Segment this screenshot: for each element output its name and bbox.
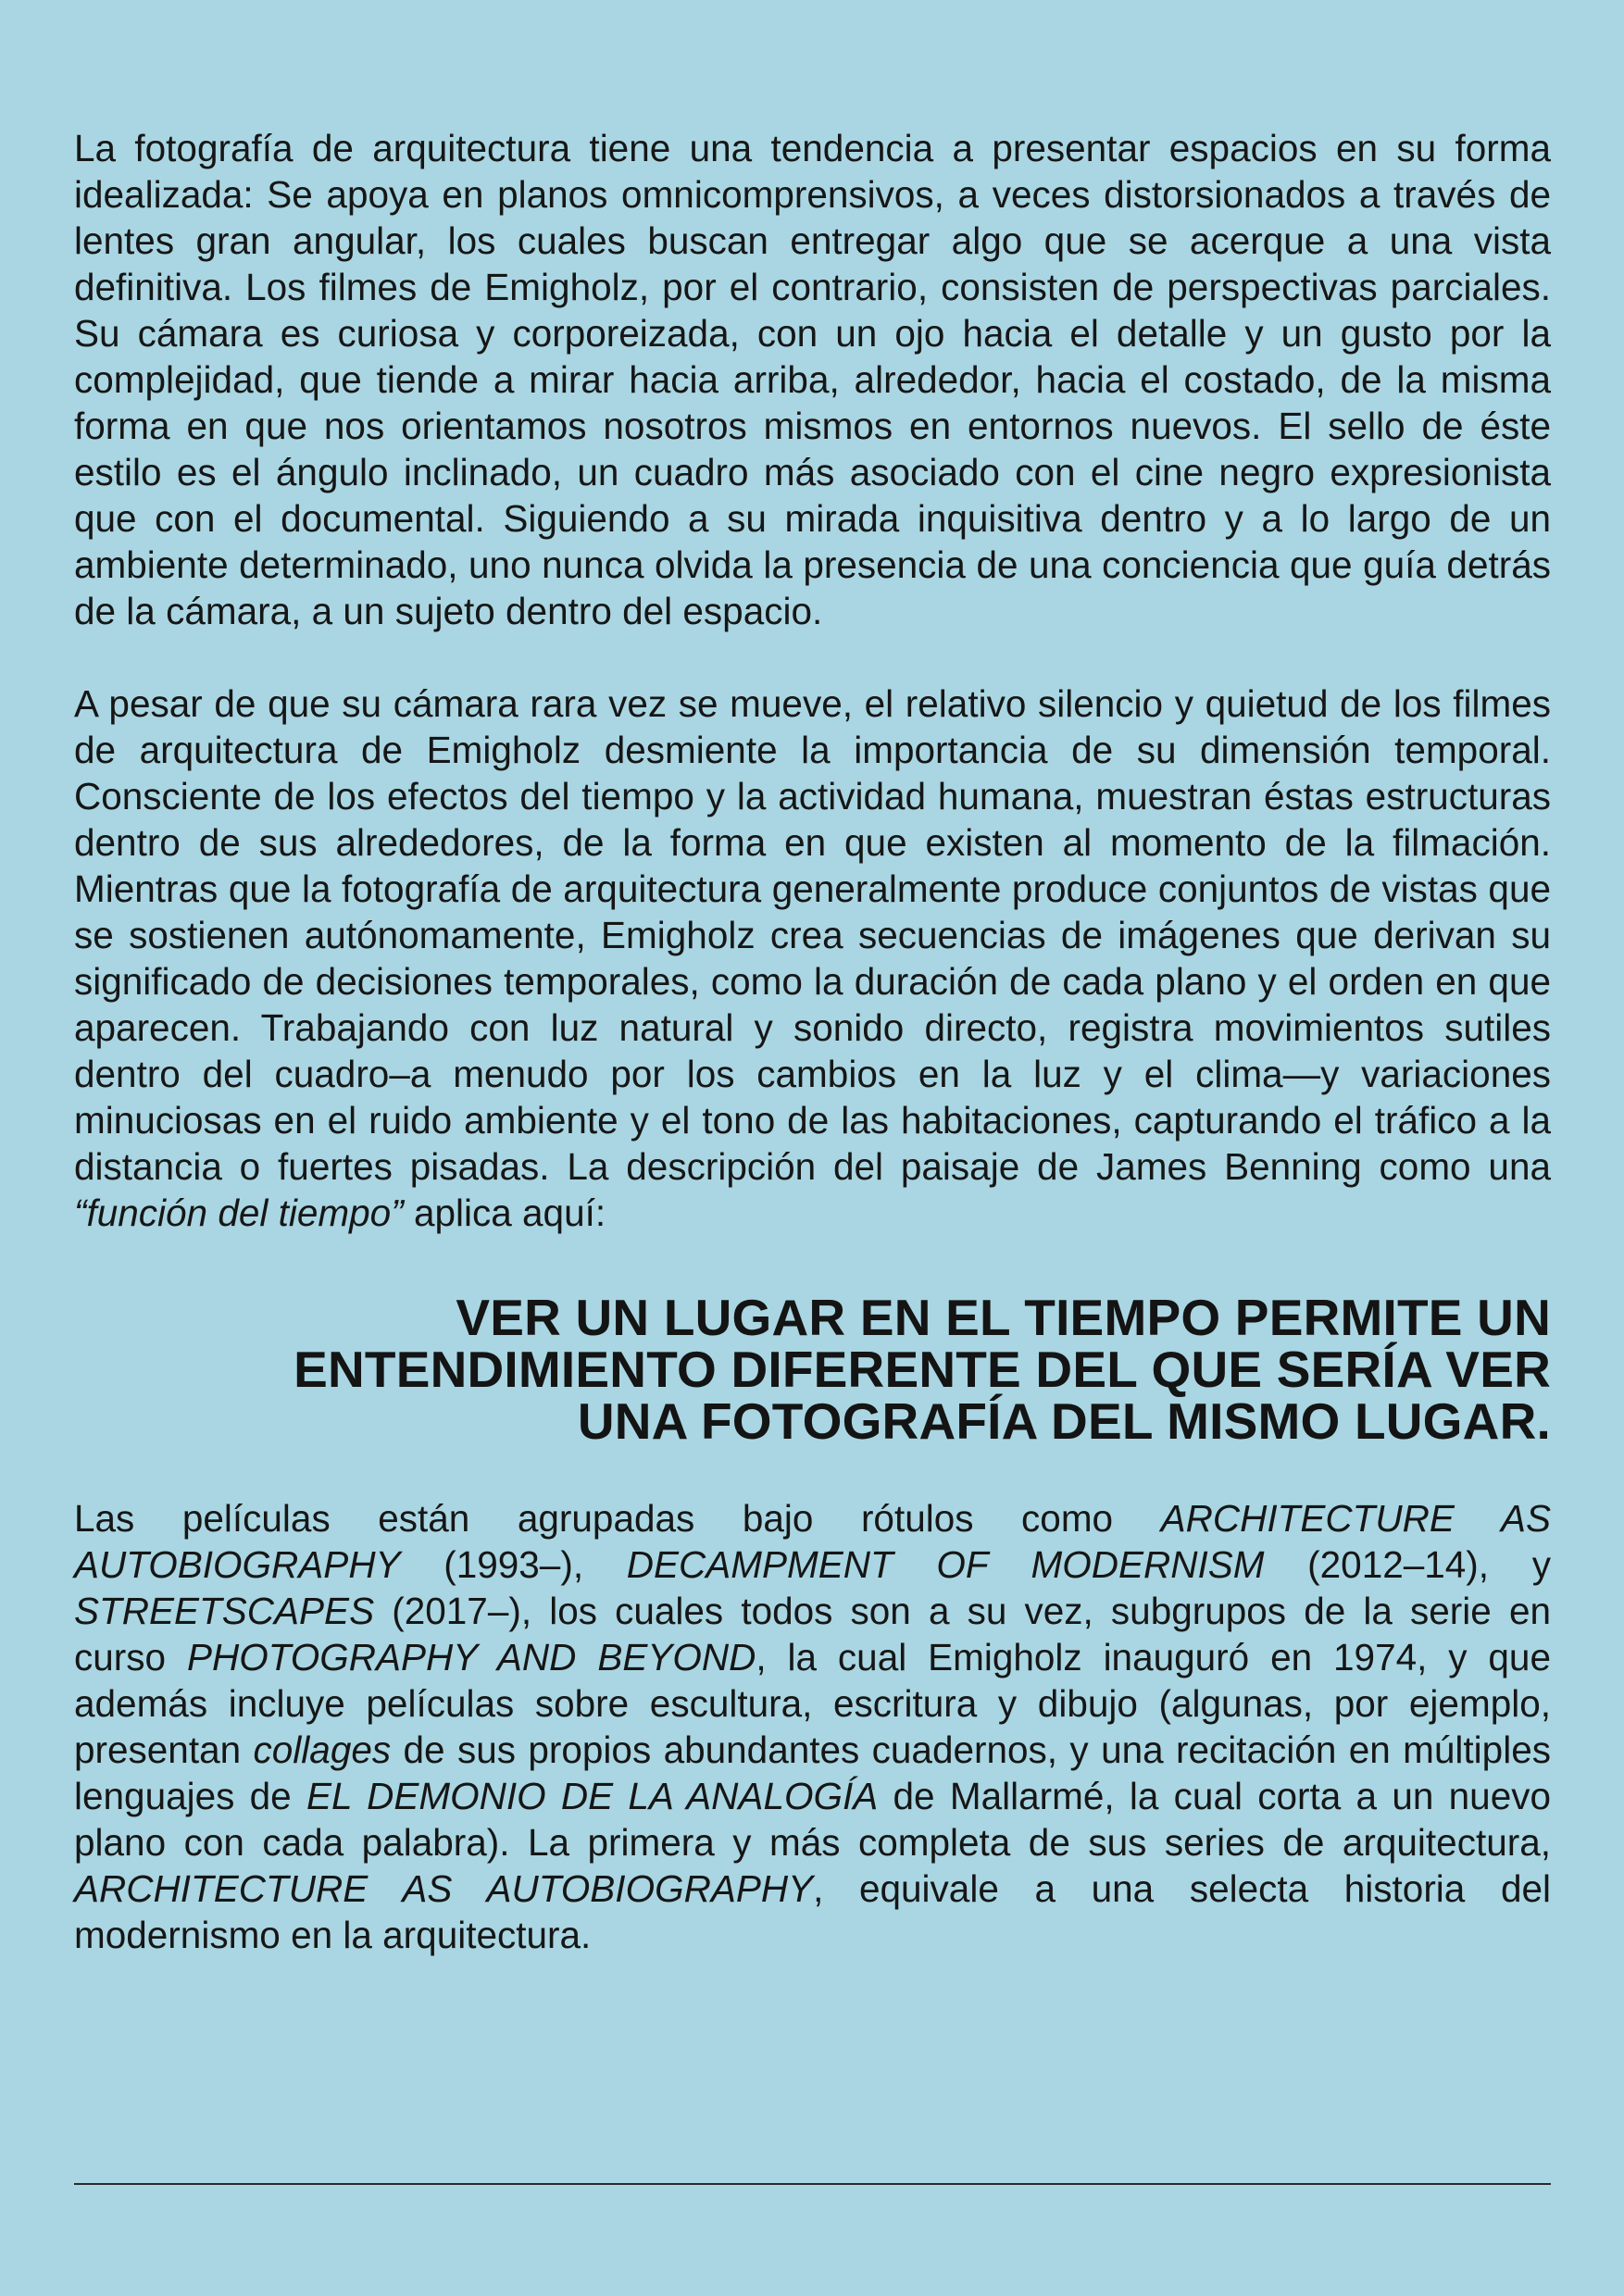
series-title-decampment-of-modernism: DECAMPMENT OF MODERNISM xyxy=(626,1543,1265,1586)
body-paragraph-2 xyxy=(74,680,1551,1236)
p3-text-3: (2012–14), y xyxy=(1307,1543,1551,1586)
p3-text-5: , la cual Emigholz inauguró en 1974, y que además incluye películas sobre escultura, escritura y dibujo (algunas, por ejemplo, presentan xyxy=(74,1636,1551,1771)
p3-text-4: (2017–), los cuales todos son a su vez, subgrupos de la serie en curso xyxy=(74,1590,1551,1678)
paragraph-2-text: A pesar de que su cámara rara vez se mueve, el relativo silencio y quietud de los filmes de arquitectura de Emigholz desmiente la importancia de su dimensión temporal. Consciente de los efectos del tiempo y la actividad humana, muestran éstas estructuras dentro de sus alrededores, de la forma en que existen al momento de la filmación. Mientras que la fotografía de arquitectura generalmente produce conjuntos de vistas que se sostienen autónomamente, Emigholz crea secuencias de imágenes que derivan su significado de decisiones temporales, como la duración de cada plano y el orden en que aparecen. Trabajando con luz natural y sonido directo, registra movimientos sutiles dentro del cuadro–a menudo por los cambios en la luz y el clima—y variaciones minuciosas en el ruido ambiente y el tono de las habitaciones, capturando el tráfico a la distancia o fuertes pisadas. La descripción del paisaje de James Benning como una xyxy=(74,682,1551,1188)
paragraph-2-tail: aplica aquí: xyxy=(413,1192,606,1234)
series-title-photography-and-beyond: PHOTOGRAPHY AND BEYOND xyxy=(186,1636,756,1678)
p3-text-7: de Mallarmé, la cual corta a un nuevo plano con cada palabra). La primera y más completa de sus series de arquitectura, xyxy=(74,1775,1552,1864)
p3-text-6: de sus propios abundantes cuadernos, y una recitación en múltiples lenguajes de xyxy=(74,1728,1551,1817)
p3-text-2: (1993–), xyxy=(443,1543,584,1586)
benning-quote: “función del tiempo” xyxy=(74,1192,404,1234)
collages-term: collages xyxy=(253,1728,392,1771)
p3-text-1: Las películas están agrupadas bajo rótulos como xyxy=(74,1497,1114,1540)
p3-text-8: , equivale a una selecta historia del modernismo en la arquitectura. xyxy=(74,1867,1552,1956)
series-title-streetscapes: STREETSCAPES xyxy=(74,1590,375,1632)
pull-quote: VER UN LUGAR EN EL TIEMPO PERMITE UN ENTENDIMIENTO DIFERENTE DEL QUE SERÍA VER UNA FOTOGRAFÍA DEL MISMO LUGAR. xyxy=(294,1289,1551,1450)
work-title-el-demonio-de-la-analogia: EL DEMONIO DE LA ANALOGÍA xyxy=(306,1775,879,1817)
series-title-architecture-as-autobiography: ARCHITECTURE AS AUTOBIOGRAPHY xyxy=(74,1497,1551,1586)
article-page xyxy=(74,125,1551,1958)
footer-divider xyxy=(74,2183,1551,2185)
body-paragraph-1: La fotografía de arquitectura tiene una tendencia a presentar espacios en su forma idealizada: Se apoya en planos omnicomprensivos, a veces distorsionados a través de lentes gran angular, los cuales buscan entregar algo que se acerque a una vista definitiva. Los filmes de Emigholz, por el contrario, consisten de perspectivas parciales. Su cámara es curiosa y corporeizada, con un ojo hacia el detalle y un gusto por la complejidad, que tiende a mirar hacia arriba, alrededor, hacia el costado, de la misma forma en que nos orientamos nosotros mismos en entornos nuevos. El sello de éste estilo es el ángulo inclinado, un cuadro más asociado con el cine negro expresionista que con el documental. Siguiendo a su mirada inquisitiva dentro y a lo largo de un ambiente determinado, uno nunca olvida la presencia de una conciencia que guía detrás de la cámara, a un sujeto dentro del espacio. xyxy=(74,127,1551,632)
body-paragraph-3 xyxy=(74,1495,1551,1958)
series-title-architecture-as-autobiography-2: ARCHITECTURE AS AUTOBIOGRAPHY xyxy=(74,1867,814,1910)
